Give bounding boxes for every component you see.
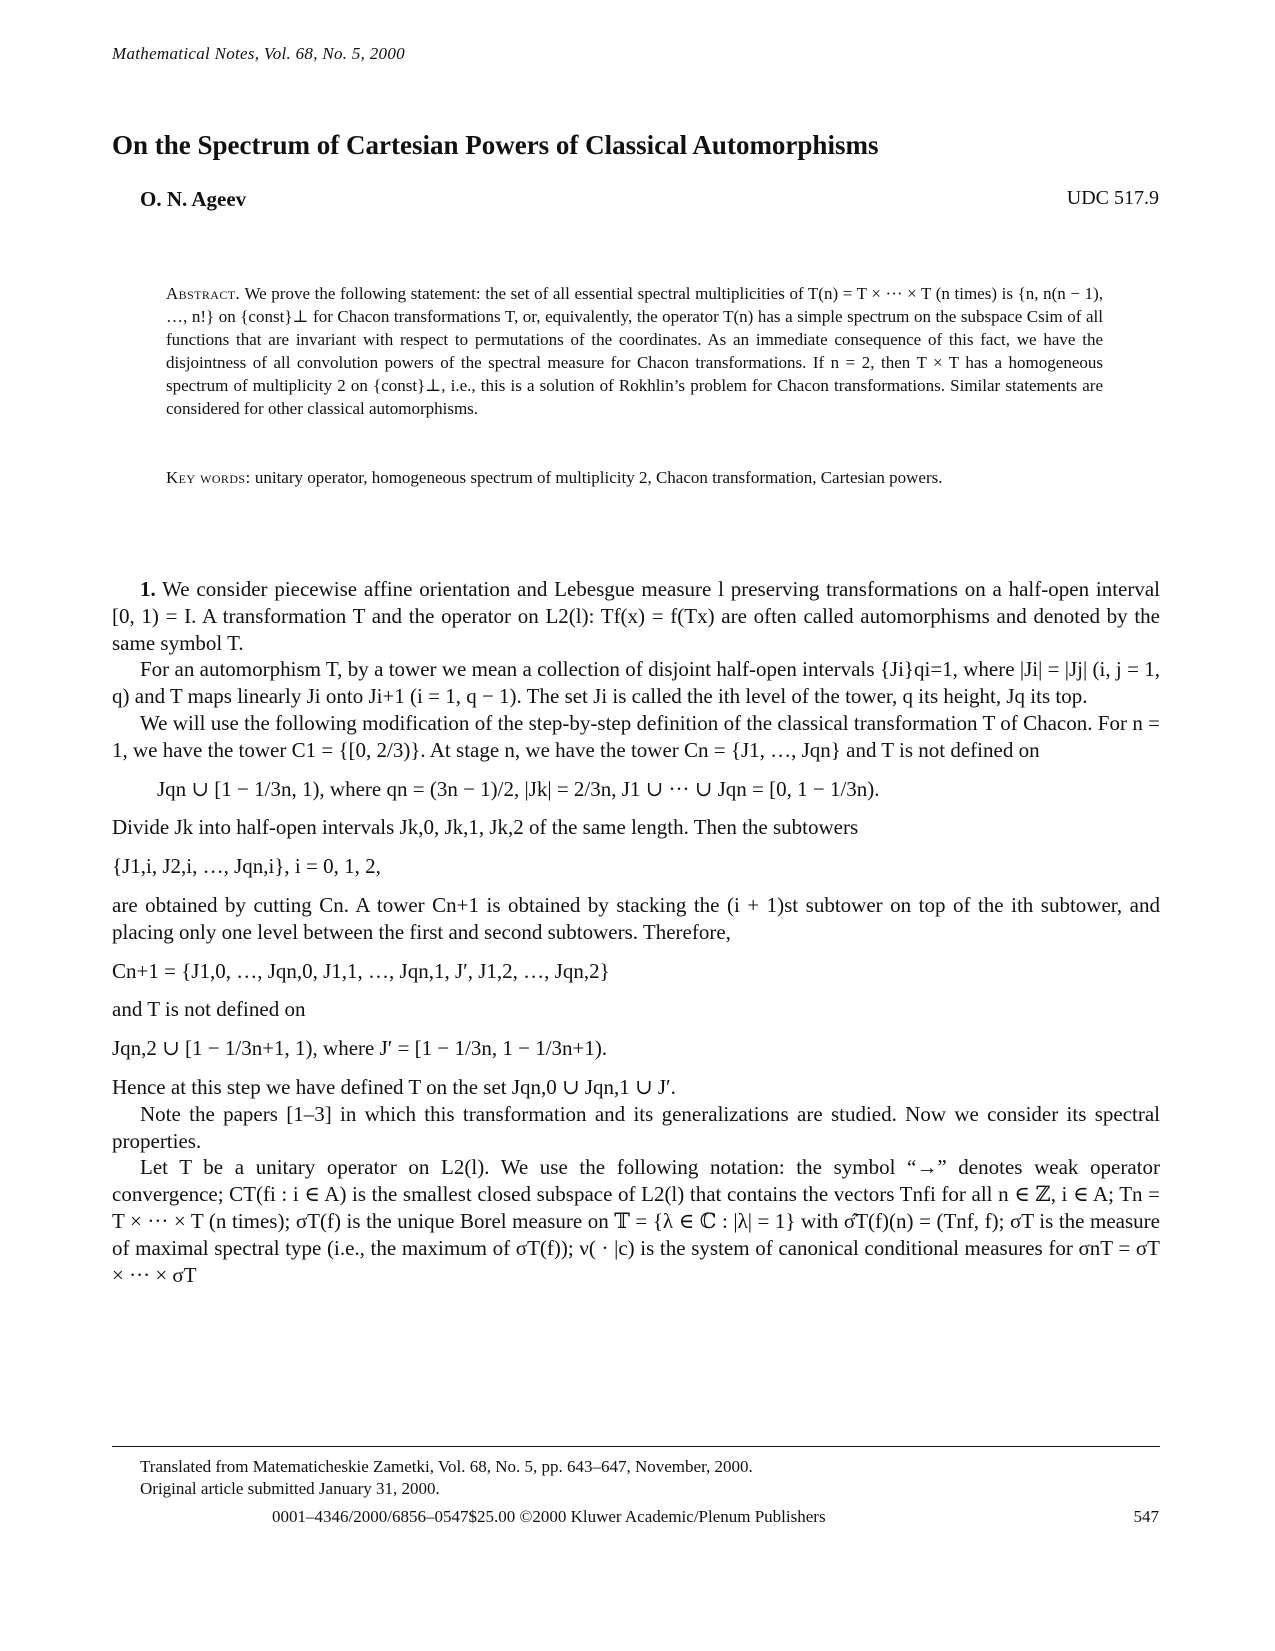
abstract-text: We prove the following statement: the set of all essential spectral multiplicities of T(n) = T × ··· × T (n times) is {n, n(n − 1), …, n!} on {const}⊥ for Chacon transformations T, or, equivalently, the operator T(n) has a simple spectrum on the subspace Csim of all functions that are invariant with respect to permutations of the coordinates. As an immediate consequence of this fact, we have the disjointness of all convolution powers of the spectral measure for Chacon transformations. If n = 2, then T × T has a homogeneous spectrum of multiplicity 2 on {const}⊥, i.e., this is a solution of Rokhlin’s problem for Chacon transformations. Similar statements are considered for other classical automorphisms. — [166, 284, 1103, 418]
equation-4: Jqn,2 ∪ [1 − 1/3n+1, 1), where J′ = [1 − 1/3n, 1 − 1/3n+1). — [112, 1036, 608, 1061]
paragraph-2: For an automorphism T, by a tower we mean a collection of disjoint half-open intervals {Ji}qi=1, where |Ji| = |Jj| (i, j = 1, q) and T maps linearly Ji onto Ji+1 (i = 1, q − 1). The set Ji is called the ith level of the tower, q its height, Jq its top. — [112, 657, 1160, 709]
page-number: 547 — [1133, 1507, 1159, 1526]
article-title: On the Spectrum of Cartesian Powers of Classical Automorphisms — [112, 130, 879, 160]
paragraph-9: Let T be a unitary operator on L2(l). We use the following notation: the symbol “→” denotes weak operator convergence; CT(fi : i ∈ A) is the smallest closed subspace of L2(l) that contains the vectors Tnfi for all n ∈ ℤ, i ∈ A; Tn = T × ··· × T (n times); σT(f) is the unique Borel measure on 𝕋 = {λ ∈ ℂ : |λ| = 1} with σ̂T(f)(n) = (Tnf, f); σT is the measure of maximal spectral type (i.e., the maximum of σT(f)); ν( · |c) is the system of canonical conditional measures for σnT = σT × ··· × σT — [112, 1155, 1160, 1287]
paragraph-3: We will use the following modification of the step-by-step definition of the classical transformation T of Chacon. For n = 1, we have the tower C1 = {[0, 2/3)}. At stage n, we have the tower Cn = {J1, …, Jqn} and T is not defined on — [112, 710, 1160, 762]
translation-note: Translated from Matematicheskie Zametki, Vol. 68, No. 5, pp. 643–647, November, 2000. — [140, 1457, 753, 1476]
abstract — [166, 282, 1103, 420]
article-body — [112, 576, 1160, 1288]
paragraph-1 — [112, 576, 1160, 656]
abstract-label: Abstract. — [166, 284, 241, 303]
paragraph-4: Divide Jk into half-open intervals Jk,0, Jk,1, Jk,2 of the same length. Then the subtowers — [112, 815, 859, 840]
udc-code: UDC 517.9 — [1066, 187, 1159, 209]
keywords-label: Key words: — [166, 468, 251, 487]
equation-2: {J1,i, J2,i, …, Jqn,i}, i = 0, 1, 2, — [112, 854, 381, 879]
author-name: O. N. Ageev — [140, 187, 247, 211]
keywords — [166, 466, 1103, 489]
paragraph-7: Hence at this step we have defined T on the set Jqn,0 ∪ Jqn,1 ∪ J′. — [112, 1074, 676, 1099]
paragraph-6: and T is not defined on — [112, 997, 306, 1022]
paragraph-5: are obtained by cutting Cn. A tower Cn+1 is obtained by stacking the (i + 1)st subtower on top of the ith subtower, and placing only one level between the first and second subtowers. Therefore, — [112, 892, 1160, 944]
footnote — [140, 1456, 753, 1500]
paragraph-1-text: We consider piecewise affine orientation and Lebesgue measure l preserving transformations on a half-open interval [0, 1) = I. A transformation T and the operator on L2(l): Tf(x) = f(Tx) are often called automorphisms and denoted by the same symbol T. — [112, 577, 1160, 655]
submission-note: Original article submitted January 31, 2000. — [140, 1479, 440, 1498]
equation-1: Jqn ∪ [1 − 1/3n, 1), where qn = (3n − 1)/2, |Jk| = 2/3n, J1 ∪ ··· ∪ Jqn = [0, 1 − 1/3n). — [157, 776, 880, 801]
paragraph-8: Note the papers [1–3] in which this transformation and its generalizations are studied. Now we consider its spectral properties. — [112, 1101, 1160, 1153]
footnote-rule — [112, 1446, 1160, 1447]
equation-3: Cn+1 = {J1,0, …, Jqn,0, J1,1, …, Jqn,1, J′, J1,2, …, Jqn,2} — [112, 958, 610, 983]
section-number: 1. — [140, 577, 156, 601]
keywords-text: unitary operator, homogeneous spectrum of multiplicity 2, Chacon transformation, Cartesian powers. — [254, 468, 943, 487]
copyright-line: 0001–4346/2000/6856–0547$25.00 ©2000 Kluwer Academic/Plenum Publishers — [272, 1507, 826, 1526]
journal-header: Mathematical Notes, Vol. 68, No. 5, 2000 — [112, 44, 405, 63]
